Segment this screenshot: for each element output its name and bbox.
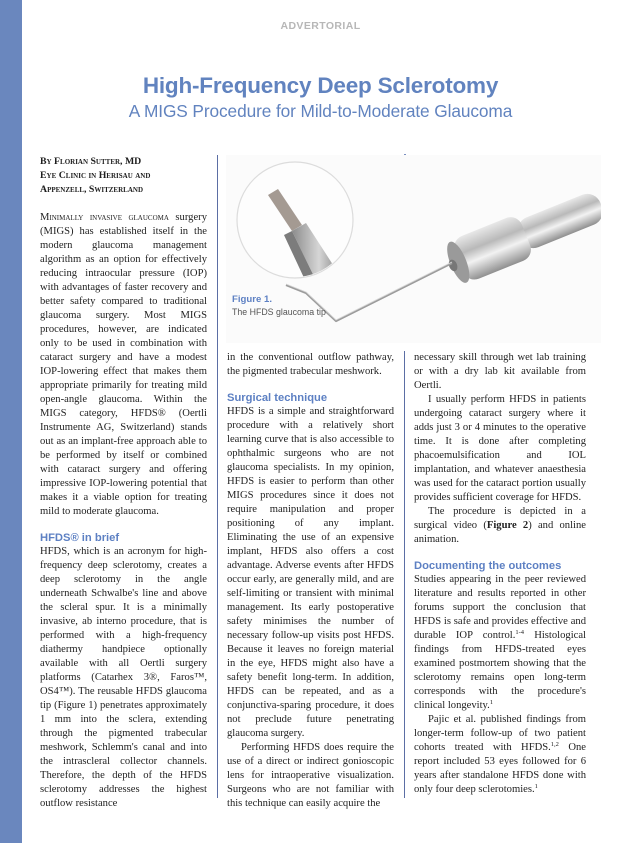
technique-paragraph-3: I usually perform HFDS in patients undergoing cataract surgery where it adds just 3 or 4 minutes to the operative time. It is done after completing phacoemulsification and IOL implantation, and whatever anaesthesia was used for the cataract portion usually provides sufficient coverage for HFDS.	[414, 394, 586, 503]
technique-paragraph-1: HFDS is a simple and straightforward procedure with a relatively short learning curve that is also accessible to ophthalmic surgeons who are not glaucoma specialists. In my opinion, HFDS is easier to perform than other MIGS procedures since it does not require manipulation and proper positioning of any implant. Eliminating the use of an expensive implant, HFDS also offers a cost advantage. Adverse events after HFDS occur early, are generally mild, and are self-limiting or transient with minimal management. Its early postoperative safety minimises the number of necessary follow-up visits post HFDS. Because it leaves no foreign material in the eye, HFDS might also have a safety benefit long-term. In addition, HFDS can be repeated, and as a conjunctiva-sparing procedure, it does not preclude future penetrating glaucoma surgery.	[227, 406, 394, 739]
text: ) and online animation.	[414, 520, 586, 545]
byline-affiliation-2: Appenzell, Switzerland	[40, 184, 143, 195]
heading-hfds-in-brief: HFDS® in brief	[40, 532, 120, 544]
intro-lead-caps: Minimally invasive glaucoma	[40, 212, 169, 223]
continuation-paragraph: necessary skill through wet lab training or with a dry lab kit available from Oertli.	[414, 352, 586, 391]
article-column-1	[40, 211, 207, 811]
text: Studies appearing in the peer reviewed literature and results reported in other forums support the conclusion that HFDS is safe and provides effective and durable IOP control.	[414, 574, 586, 641]
figure-label: Figure 1.	[232, 294, 272, 305]
article-column-2	[227, 351, 394, 811]
technique-paragraph-2: Performing HFDS does require the use of a direct or indirect gonioscopic lens for intraoperative visualization. Surgeons who are not familiar with this technique can easily acquire the	[227, 742, 394, 809]
article-column-3	[414, 351, 586, 797]
outcomes-paragraph-1	[414, 573, 586, 713]
heading-documenting-outcomes: Documenting the outcomes	[414, 560, 562, 572]
intro-paragraph	[40, 211, 207, 519]
text: Histological findings from HFDS-treated eyes examined postmortem showing that the sclerotomy remains open long-term corresponds with the procedure's clinical longevity.	[414, 630, 586, 711]
column-divider-2	[404, 351, 405, 798]
article-title: High-Frequency Deep Sclerotomy	[142, 73, 499, 98]
text: One report included 53 eyes followed for 6 years after standalone HFDS done with only four deep sclerotomies.	[414, 742, 586, 795]
section-label: ADVERTORIAL	[280, 20, 361, 32]
figure-caption	[232, 294, 326, 318]
text: Pajic et al. published findings from longer-term follow-up of two patient cohorts treated with HFDS.	[414, 714, 586, 753]
byline-affiliation-1: Eye Clinic in Herisau and	[40, 170, 151, 181]
left-accent-bar	[0, 0, 22, 843]
outcomes-paragraph-2	[414, 713, 586, 797]
figure-2-reference: Figure 2	[486, 520, 529, 531]
figure-caption-text: The HFDS glaucoma tip	[232, 307, 326, 317]
citation: 1	[489, 699, 494, 706]
continuation-paragraph: in the conventional outflow pathway, the pigmented trabecular meshwork.	[227, 352, 394, 377]
heading-surgical-technique: Surgical technique	[227, 392, 328, 404]
author-byline	[40, 155, 200, 197]
byline-author: By Florian Sutter, MD	[40, 156, 142, 167]
citation: 1	[534, 783, 538, 790]
article-subtitle: A MIGS Procedure for Mild-to-Moderate Glaucoma	[128, 101, 513, 121]
figure-2-reference-paragraph	[414, 505, 586, 547]
column-divider-1	[217, 155, 218, 798]
intro-text: surgery (MIGS) has established itself in the modern glaucoma management algorithm as an option for effectively reducing intraocular pressure (IOP) with advantages of faster recovery and better safety compared to traditional glaucoma surgery. Most MIGS procedures, however, are indicated only to be used in combination with cataract surgery and have a modest IOP-lowering effect that makes them appropriate primarily for treating mild open-angle glaucoma. Within the MIGS category, HFDS® (Oertli Instrumente AG, Switzerland) stands out as an implant-free approach able to be performed by itself or combined with cataract surgery and offering impressive IOP-lowering potential that makes it a viable option for treating mild to moderate glaucoma.	[40, 212, 207, 517]
citation: 1,2	[550, 741, 559, 748]
citation: 1-4	[515, 629, 525, 636]
text: The procedure is depicted in a surgical video (	[414, 506, 586, 531]
brief-paragraph: HFDS, which is an acronym for high-frequency deep sclerotomy, creates a deep sclerotomy in the angle underneath Schwalbe's line and above the scleral spur. It is a minimally invasive, ab interno procedure, that is performed with a high-frequency diathermy handpiece optionally available with all Oertli surgery platforms (Catarhex 3®, Faros™, OS4™). The reusable HFDS glaucoma tip (Figure 1) penetrates approximately 1 mm into the sclera, extending through the pigmented trabecular meshwork, Schlemm's canal and into the intrascleral collector channels. Therefore, the depth of the HFDS sclerotomy addresses the highest outflow resistance	[40, 546, 207, 809]
